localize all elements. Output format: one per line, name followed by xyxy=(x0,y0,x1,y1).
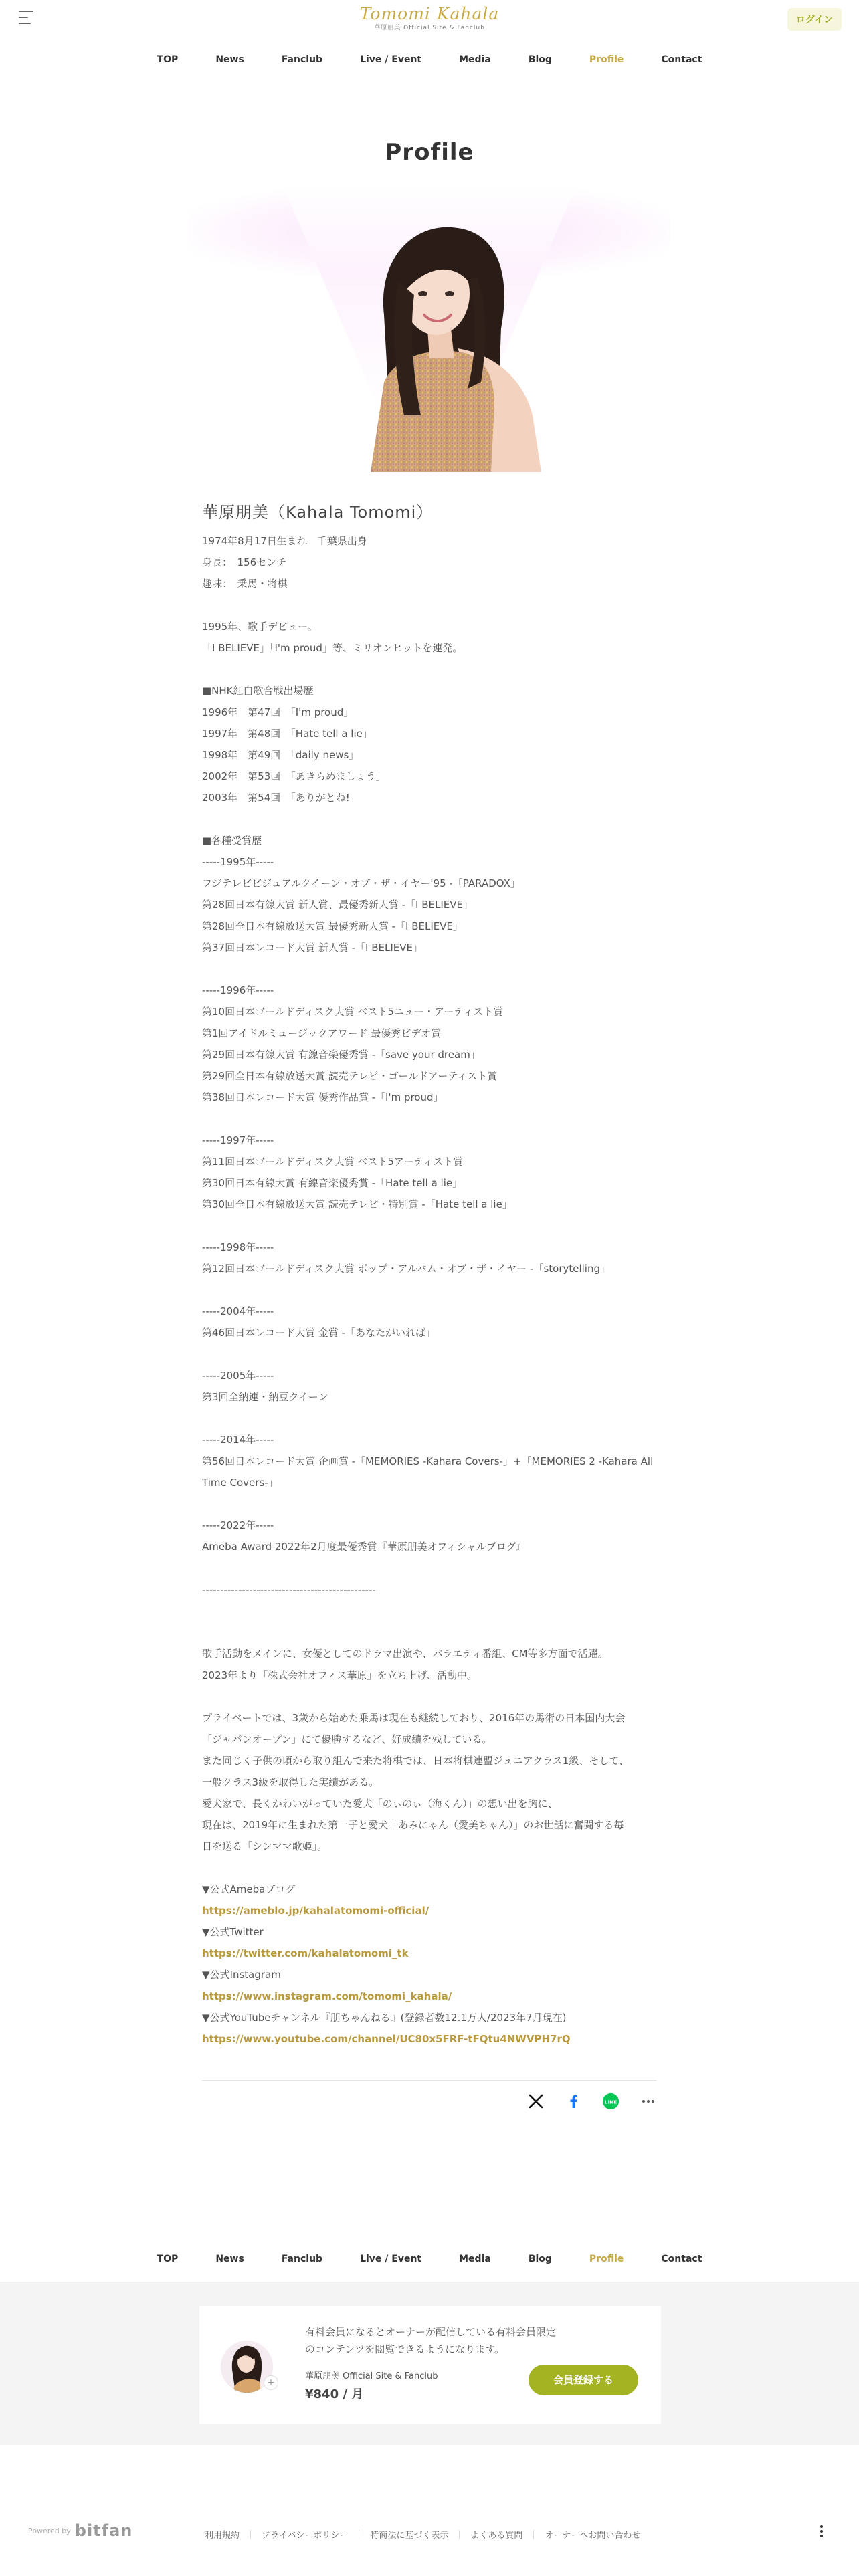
profile-line: 第29回日本有線大賞 有線音楽優秀賞 -「save your dream」 xyxy=(202,1049,480,1061)
profile-line: -----1997年----- xyxy=(202,1134,274,1146)
page-title: Profile xyxy=(385,139,474,166)
profile-line: 第28回全日本有線放送大賞 最優秀新人賞 -「I BELIEVE」 xyxy=(202,920,463,932)
profile-line: 第30回全日本有線放送大賞 読売テレビ・特別賞 -「Hate tell a lie」 xyxy=(202,1198,512,1210)
profile-line: 2002年 第53回 「あきらめましょう」 xyxy=(202,770,386,782)
link-row xyxy=(202,1900,657,1921)
profile-line: 第29回全日本有線放送大賞 読売テレビ・ゴールドアーティスト賞 xyxy=(202,1070,498,1082)
link-row xyxy=(202,1943,657,1964)
more-icon[interactable] xyxy=(640,2092,657,2110)
blank-line xyxy=(202,659,657,680)
site-footer xyxy=(0,2509,859,2556)
nav-item-live-event[interactable]: Live / Event xyxy=(360,54,422,65)
profile-line: 第3回全納連・納豆クイーン xyxy=(202,1391,328,1403)
link-row xyxy=(202,1985,657,2007)
profile-line: 一般クラス3級を取得した実績がある。 xyxy=(202,1776,379,1788)
line-icon[interactable] xyxy=(602,2092,619,2110)
profile-line: 日を送る「シンママ歌姫」。 xyxy=(202,1840,328,1852)
nav-item-news[interactable]: News xyxy=(215,54,244,65)
profile-line: 第28回日本有線大賞 新人賞、最優秀新人賞 -「I BELIEVE」 xyxy=(202,899,473,911)
profile-line: 第38回日本レコード大賞 優秀作品賞 -「I'm proud」 xyxy=(202,1091,444,1103)
bitfan-logo: bitfan xyxy=(74,2521,133,2540)
profile-line: 第56回日本レコード大賞 企画賞 -「MEMORIES -Kahara Covers-」+「MEMORIES 2 -Kahara All xyxy=(202,1455,654,1467)
official-link[interactable]: https://ameblo.jp/kahalatomomi-official/ xyxy=(202,1905,430,1917)
nav-item-top[interactable]: TOP xyxy=(157,54,179,65)
profile-line: 第1回アイドルミュージックアワード 最優秀ビデオ賞 xyxy=(202,1027,442,1039)
nav-item-fanclub[interactable]: Fanclub xyxy=(281,54,323,65)
profile-line: 第30回日本有線大賞 有線音楽優秀賞 -「Hate tell a lie」 xyxy=(202,1177,463,1189)
profile-line: ■NHK紅白歌合戦出場歴 xyxy=(202,685,314,697)
official-link[interactable]: https://twitter.com/kahalatomomi_tk xyxy=(202,1947,409,1959)
profile-photo xyxy=(357,215,545,472)
fanclub-description: 有料会員になるとオーナーが配信している有料会員限定のコンテンツを閲覧できるようになります。 xyxy=(305,2326,557,2355)
x-icon[interactable] xyxy=(527,2092,545,2110)
blank-line xyxy=(202,1215,657,1237)
profile-line: -----1996年----- xyxy=(202,984,274,996)
blank-line xyxy=(202,1408,657,1429)
nav-item-fanclub[interactable]: Fanclub xyxy=(281,2254,323,2264)
footer-link[interactable]: オーナーへお問い合わせ xyxy=(545,2531,641,2541)
nav-item-live-event[interactable]: Live / Event xyxy=(360,2254,422,2264)
blank-line xyxy=(202,1857,657,1879)
footer-link[interactable]: よくある質問 xyxy=(470,2531,523,2541)
powered-by[interactable] xyxy=(28,2521,132,2540)
official-link[interactable]: https://www.instagram.com/tomomi_kahala/ xyxy=(202,1990,452,2002)
kebab-menu-icon[interactable] xyxy=(820,2525,824,2539)
blank-line xyxy=(202,1493,657,1515)
profile-line: 第46回日本レコード大賞 金賞 -「あなたがいれば」 xyxy=(202,1327,436,1339)
link-heading: ▼公式YouTubeチャンネル『朋ちゃんねる』(登録者数12.1万人/2023年7月現在) xyxy=(202,2012,567,2024)
footer-separator xyxy=(250,2530,251,2539)
link-heading: ▼公式Instagram xyxy=(202,1969,281,1981)
share-bar xyxy=(202,2090,657,2112)
profile-line: 1995年、歌手デビュー。 xyxy=(202,621,318,633)
nav-item-blog[interactable]: Blog xyxy=(528,2254,552,2264)
powered-by-label: Powered by xyxy=(28,2527,71,2535)
blank-line xyxy=(202,958,657,980)
blank-line xyxy=(202,1108,657,1130)
profile-line: -----1995年----- xyxy=(202,856,274,868)
profile-line: 趣味： 乗馬・将棋 xyxy=(202,578,288,590)
profile-line: フジテレビビジュアルクイーン・オブ・ザ・イヤー'95 -「PARADOX」 xyxy=(202,877,520,889)
profile-line: 歌手活動をメインに、女優としてのドラマ出演や、バラエティ番組、CM等多方面で活躍。 xyxy=(202,1648,608,1660)
blank-line xyxy=(202,1558,657,1579)
profile-main xyxy=(202,139,657,2112)
profile-line: 1974年8月17日生まれ 千葉県出身 xyxy=(202,535,367,547)
profile-line: 2023年より「株式会社オフィス華原」を立ち上げ、活動中。 xyxy=(202,1669,477,1681)
profile-line: 1998年 第49回 「daily news」 xyxy=(202,749,359,761)
profile-line: 第10回日本ゴールドディスク大賞 ベスト5ニュー・アーティスト賞 xyxy=(202,1006,504,1018)
share-divider xyxy=(202,2080,657,2081)
nav-item-media[interactable]: Media xyxy=(459,54,491,65)
footer-link[interactable]: 特商法に基づく表示 xyxy=(370,2531,449,2541)
fanclub-price: ¥840 / 月 xyxy=(305,2387,364,2401)
nav-item-contact[interactable]: Contact xyxy=(661,54,702,65)
footer-link[interactable]: プライバシーポリシー xyxy=(262,2531,349,2541)
blank-line xyxy=(202,1686,657,1707)
profile-text xyxy=(202,530,657,1900)
blank-line xyxy=(202,1600,657,1622)
profile-line: 第12回日本ゴールドディスク大賞 ポップ・アルバム・オブ・ザ・イヤー -「storytelling」 xyxy=(202,1263,610,1275)
nav-item-top[interactable]: TOP xyxy=(157,2254,179,2264)
profile-line: また同じく子供の頃から取り組んで来た将棋では、日本将棋連盟ジュニアクラス1級、そして、 xyxy=(202,1755,630,1767)
official-links xyxy=(202,1900,657,2050)
nav-item-profile[interactable]: Profile xyxy=(589,54,624,65)
profile-line: 愛犬家で、長くかわいがっていた愛犬「のぃのぃ（海くん）」の想い出を胸に、 xyxy=(202,1798,558,1810)
footer-separator xyxy=(459,2530,460,2539)
add-icon[interactable]: + xyxy=(264,2375,278,2390)
profile-line: 第11回日本ゴールドディスク大賞 ベスト5アーティスト賞 xyxy=(202,1156,464,1168)
nav-item-blog[interactable]: Blog xyxy=(528,54,552,65)
official-link[interactable]: https://www.youtube.com/channel/UC80x5FRF-tFQtu4NWVPH7rQ xyxy=(202,2033,571,2045)
blank-line xyxy=(202,809,657,830)
profile-line: -----2014年----- xyxy=(202,1434,274,1446)
profile-line: 第37回日本レコード大賞 新人賞 -「I BELIEVE」 xyxy=(202,942,423,954)
artist-name: 華原朋美（Kahala Tomomi） xyxy=(202,503,434,522)
profile-line: 2003年 第54回 「ありがとね!」 xyxy=(202,792,360,804)
profile-line: ▼公式Amebaブログ xyxy=(202,1883,296,1895)
profile-line: -----2005年----- xyxy=(202,1370,274,1382)
profile-line: Ameba Award 2022年2月度最優秀賞『華原朋美オフィシャルブログ』 xyxy=(202,1541,527,1553)
nav-item-contact[interactable]: Contact xyxy=(661,2254,702,2264)
blank-line xyxy=(202,1279,657,1301)
profile-line: 現在は、2019年に生まれた第一子と愛犬「あみにゃん（愛美ちゃん）」のお世話に奮闘する毎 xyxy=(202,1819,624,1831)
profile-line: -----1998年----- xyxy=(202,1241,274,1253)
site-header xyxy=(0,0,859,47)
profile-line: 1997年 第48回 「Hate tell a lie」 xyxy=(202,728,373,740)
nav-item-news[interactable]: News xyxy=(215,2254,244,2264)
profile-line: 「I BELIEVE」「I'm proud」等、ミリオンヒットを連発。 xyxy=(202,642,463,654)
facebook-icon[interactable] xyxy=(565,2092,582,2110)
logo-script: Tomomi Kahala xyxy=(359,4,500,23)
footer-separator xyxy=(533,2530,534,2539)
profile-line: 1996年 第47回 「I'm proud」 xyxy=(202,706,354,718)
profile-hero xyxy=(202,185,657,472)
profile-line: -----2004年----- xyxy=(202,1305,274,1317)
profile-line: 「ジャパンオープン」にて優勝するなど、好成績を残している。 xyxy=(202,1733,492,1745)
profile-line: ------------------------------------------------ xyxy=(202,1584,376,1596)
blank-line xyxy=(202,595,657,616)
nav-item-profile[interactable]: Profile xyxy=(589,2254,624,2264)
footer-links xyxy=(205,2528,640,2541)
profile-line: プライベートでは、3歳から始めた乗馬は現在も継続しており、2016年の馬術の日本国内大会 xyxy=(202,1712,626,1724)
join-button[interactable]: 会員登録する xyxy=(529,2365,638,2395)
fanclub-site-name: 華原朋美 Official Site & Fanclub xyxy=(305,2371,438,2381)
login-button[interactable]: ログイン xyxy=(787,8,842,31)
profile-line: -----2022年----- xyxy=(202,1519,274,1531)
blank-line xyxy=(202,1344,657,1365)
profile-line: 身長： 156センチ xyxy=(202,556,287,568)
link-heading: ▼公式Twitter xyxy=(202,1926,264,1938)
fanclub-card xyxy=(199,2306,661,2424)
profile-line: Time Covers-」 xyxy=(202,1477,278,1489)
line-icon-label: LINE xyxy=(604,2099,617,2105)
logo-subtitle: 華原朋美 Official Site & Fanclub xyxy=(374,25,485,31)
global-nav-bottom xyxy=(0,2248,859,2270)
fanclub-band xyxy=(0,2282,859,2445)
profile-line: ■各種受賞歴 xyxy=(202,835,262,847)
site-logo[interactable] xyxy=(0,4,859,32)
global-nav-top xyxy=(0,49,859,70)
blank-line xyxy=(202,1622,657,1643)
footer-link[interactable]: 利用規約 xyxy=(205,2531,240,2541)
nav-item-media[interactable]: Media xyxy=(459,2254,491,2264)
link-row xyxy=(202,2028,657,2050)
